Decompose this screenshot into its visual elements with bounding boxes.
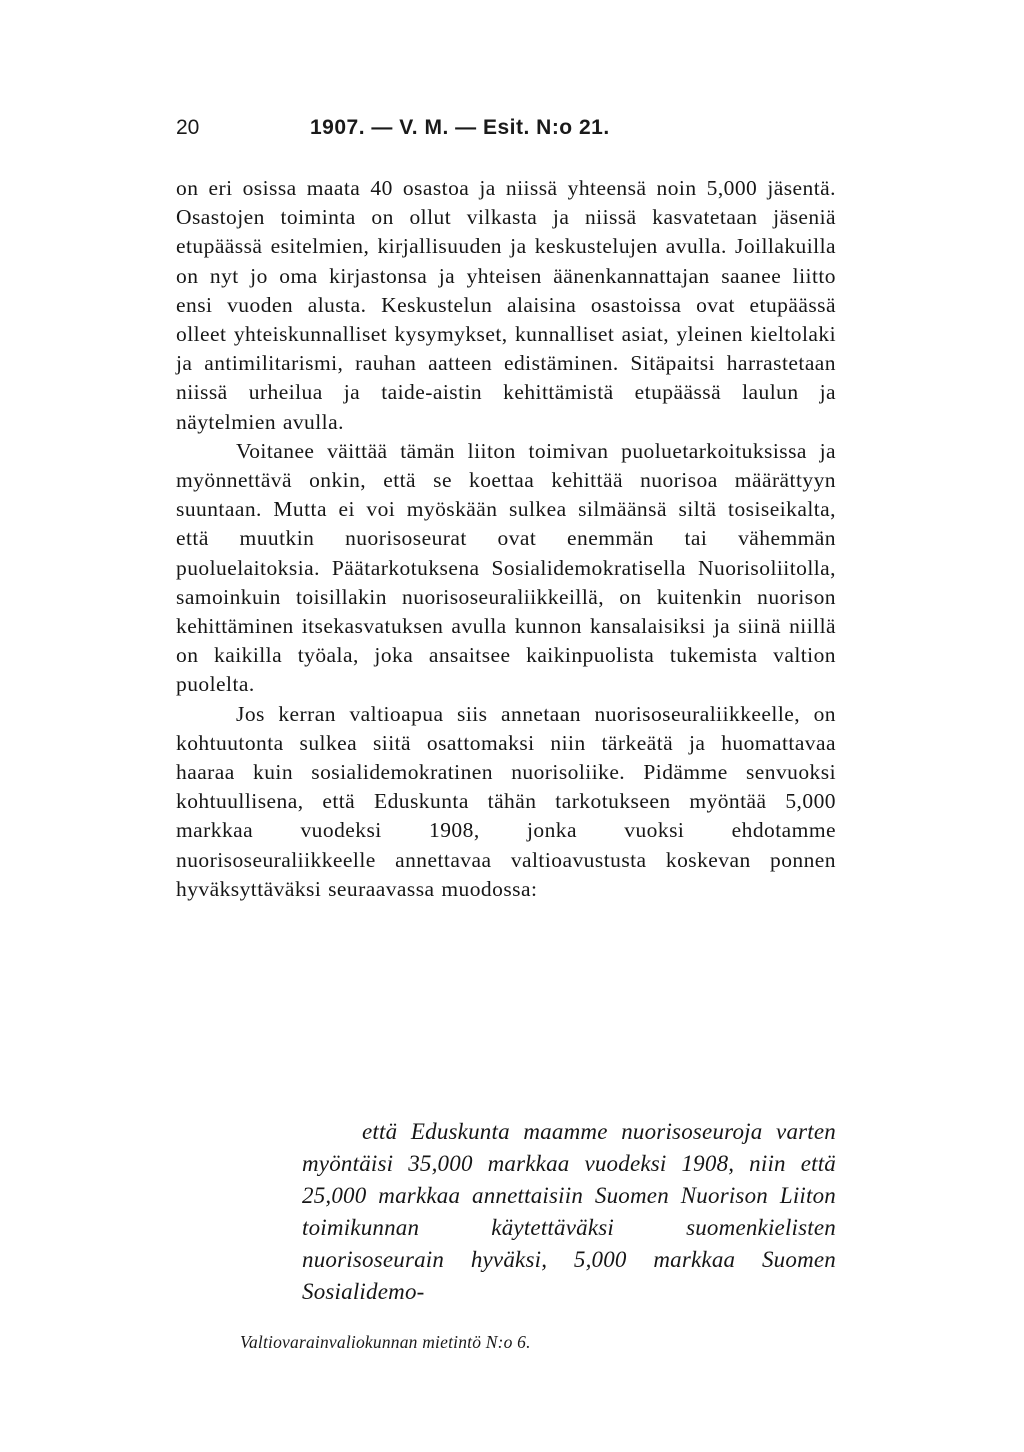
body-text	[176, 174, 836, 904]
proposal-block	[302, 1116, 836, 1308]
page-header	[176, 116, 836, 148]
running-head: 1907. — V. M. — Esit. N:o 21.	[310, 116, 610, 139]
page-footer: Valtiovarainvaliokunnan mietintö N:o 6.	[240, 1332, 531, 1352]
proposal-text: että Eduskunta maamme nuorisoseuroja varten myöntäisi 35,000 markkaa vuodeksi 1908, niin että 25,000 markkaa annettaisiin Suomen Nuorison Liiton toimikunnan käytettäväksi suomenkielisten nuorisoseurain hyväksi, 5,000 markkaa Suomen Sosialidemo-	[302, 1119, 836, 1304]
page-number: 20	[176, 116, 200, 139]
paragraph-2: Voitanee väittää tämän liiton toimivan puoluetarkoituksissa ja myönnettävä onkin, että se koettaa kehittää nuorisoa määrättyyn suuntaan. Mutta ei voi myöskään sulkea silmäänsä siltä tosiseikalta, että muutkin nuorisoseurat ovat enemmän tai vähemmän puoluelaitoksia. Päätarkotuksena Sosialidemokratisella Nuorisoliitolla, samoinkuin toisillakin nuorisoseuraliikkeillä, on kuitenkin nuorison kehittäminen itsekasvatuksen avulla kunnon kansalaisiksi ja siinä niillä on kaikilla työala, joka ansaitsee kaikinpuolista tukemista valtion puolelta.	[176, 438, 836, 697]
paragraph-1: on eri osissa maata 40 osastoa ja niissä yhteensä noin 5,000 jäsentä. Osastojen toiminta on ollut vilkasta ja niissä kasvatetaan jäseniä etupäässä esitelmien, kirjallisuuden ja keskustelujen avulla. Joillakuilla on nyt jo oma kirjastonsa ja yhteisen äänenkannattajan saanee liitto ensi vuoden alusta. Keskustelun alaisina osastoissa ovat etupäässä olleet yhteiskunnalliset kysymykset, kunnalliset asiat, yleinen kieltolaki ja antimilitarismi, rauhan aatteen edistäminen. Sitäpaitsi harrastetaan niissä urheilua ja taide-aistin kehittämistä etupäässä laulun ja näytelmien avulla.	[176, 176, 836, 434]
paragraph-3: Jos kerran valtioapua siis annetaan nuorisoseuraliikkeelle, on kohtuutonta sulkea siitä osattomaksi niin tärkeätä ja huomattavaa haaraa kuin sosialidemokratinen nuorisoliike. Pidämme senvuoksi kohtuullisena, että Eduskunta tähän tarkotukseen myöntää 5,000 markkaa vuodeksi 1908, jonka vuoksi ehdotamme nuorisoseuraliikkeelle annettavaa valtioavustusta koskevan ponnen hyväksyttäväksi seuraavassa muodossa:	[176, 701, 836, 901]
